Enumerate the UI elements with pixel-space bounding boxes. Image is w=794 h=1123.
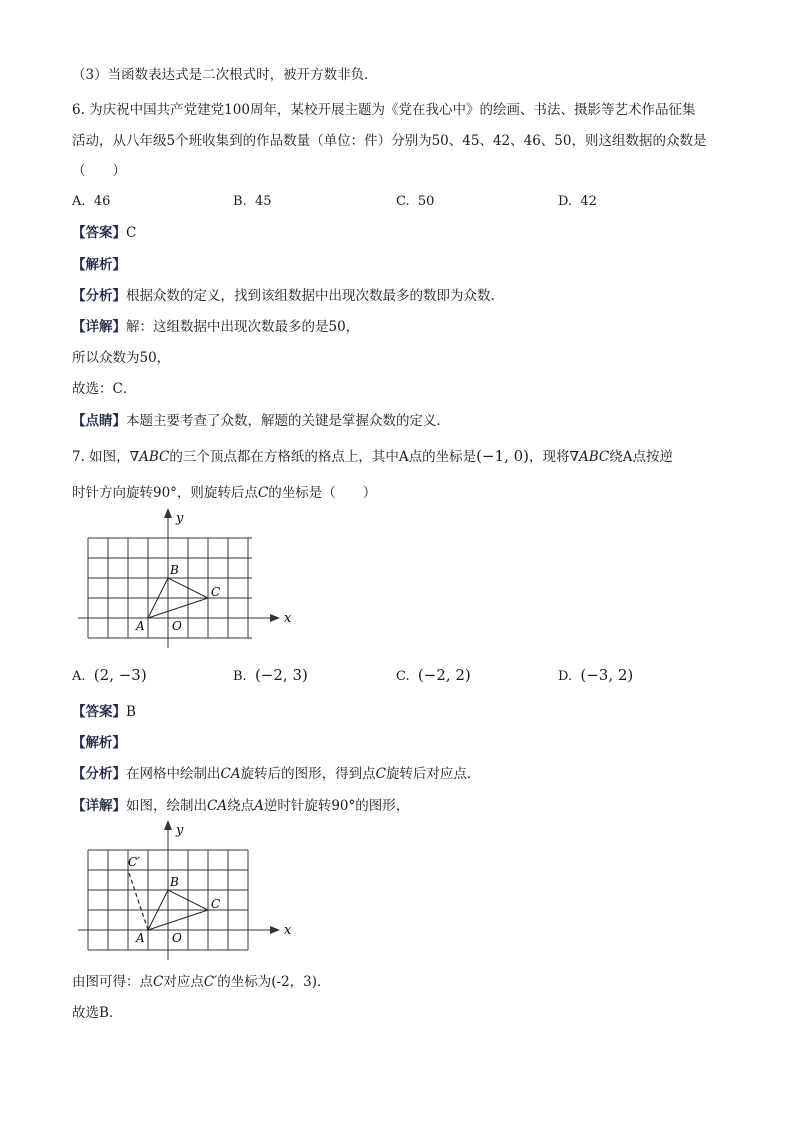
q6-fenxi (72, 287, 504, 305)
answer-value: C (126, 225, 137, 241)
q7-answer (72, 703, 136, 721)
fenxi-text: 旋转后的图形，得到点 (240, 766, 376, 782)
q6-answer (72, 224, 136, 242)
origin-label: O (172, 931, 182, 945)
xiangjie-text: 绕点 (227, 798, 255, 814)
q6-option-d (558, 193, 597, 211)
fenxi-text: 旋转后对应点． (385, 766, 481, 782)
q7-solution-figure (72, 818, 312, 960)
q6-stem-line-1: 6. 为庆祝中国共产党建党100周年，某校开展主题为《党在我心中》的绘画、书法、摄影等艺术作品征集 (72, 102, 696, 118)
q7-option-b (233, 666, 308, 686)
x-axis-arrow (270, 926, 280, 934)
rotated-segment (128, 870, 148, 930)
q6-xiangjie (72, 318, 359, 336)
q6-option-b (233, 193, 272, 211)
fenxi-tag: 【分析】 (72, 288, 126, 304)
triangle-symbol: ∇ABC (129, 449, 170, 465)
fenxi-tag: 【分析】 (72, 766, 126, 782)
option-letter: C. (396, 194, 410, 209)
q6-option-c (396, 193, 434, 211)
point-c: C (153, 974, 164, 990)
q7-option-d (558, 666, 633, 686)
xiangjie-tag: 【详解】 (72, 319, 126, 335)
option-letter: B. (233, 194, 247, 209)
stem-text: 绕A点按逆 (609, 449, 673, 465)
answer-value: B (126, 704, 136, 720)
analysis-tag: 【解析】 (72, 735, 126, 751)
xiangjie-text: 解：这组数据中出现次数最多的是50， (126, 319, 360, 335)
answer-tag: 【答案】 (72, 225, 126, 241)
x-axis-arrow (270, 614, 280, 622)
fenxi-text: 在网格中绘制出 (126, 766, 221, 782)
answer-tag: 【答案】 (72, 704, 126, 720)
q6-option-a (72, 193, 110, 211)
option-letter: D. (558, 194, 573, 209)
option-letter: A. (72, 669, 86, 684)
x-axis-label: x (284, 611, 292, 626)
point-c-prime-label: C′ (128, 855, 140, 869)
q6-dianjing (72, 412, 450, 430)
q6-stem-line-3: （ ） (72, 163, 126, 179)
point-c-label: C (211, 897, 221, 911)
point-c: C (257, 485, 269, 501)
option-letter: D. (558, 669, 573, 684)
point-c-label: C (211, 585, 221, 599)
q7-choose: 故选B． (72, 1005, 123, 1021)
q7-stem-line-2 (72, 484, 376, 502)
q7-stem-line-1 (72, 447, 673, 466)
y-axis-label: y (176, 823, 184, 838)
option-value: (2, −3) (93, 666, 147, 684)
option-letter: C. (396, 669, 410, 684)
condition-3: （3）当函数表达式是二次根式时，被开方数非负． (72, 67, 378, 83)
dianjing-text: 本题主要考查了众数，解题的关键是掌握众数的定义． (126, 413, 450, 429)
q7-result (72, 973, 331, 991)
q6-analysis-heading (72, 256, 126, 274)
point-c: C (375, 766, 386, 782)
q7-fenxi (72, 765, 480, 783)
option-value: 50 (417, 194, 435, 209)
point-b-label: B (170, 875, 179, 889)
q7-grid-figure (72, 506, 312, 648)
analysis-tag: 【解析】 (72, 257, 126, 273)
xiangjie-text: 逆时针旋转90°的图形， (263, 798, 410, 814)
result-text: 对应点 (163, 974, 204, 990)
y-axis-arrow (164, 508, 172, 518)
y-axis-label: y (176, 511, 184, 526)
point-a: A (254, 798, 264, 814)
option-letter: B. (233, 669, 247, 684)
point-c-prime: C′ (203, 974, 218, 990)
stem-text: 的三个顶点都在方格纸的格点上，其中A点的坐标是 (169, 449, 477, 465)
stem-text: 时针方向旋转90°，则旋转后点 (72, 485, 258, 501)
q6-stem-line-2: 活动，从八年级5个班收集到的作品数量（单位：件）分别为50、45、42、46、50，则这组数据的众数是 (72, 133, 707, 149)
y-axis-arrow (164, 820, 172, 830)
option-value: (−2, 2) (417, 666, 471, 684)
xiangjie-text: 如图，绘制出 (126, 798, 207, 814)
option-value: (−2, 3) (254, 666, 308, 684)
stem-text: 7. 如图， (72, 449, 130, 465)
coordinate-a: (−1, 0) (476, 447, 530, 465)
point-a-label: A (136, 931, 145, 945)
result-text: 的坐标为(-2，3)． (217, 974, 331, 990)
triangle-symbol: ∇ABC (569, 449, 610, 465)
option-value: 42 (580, 194, 597, 209)
q7-option-c (396, 666, 471, 686)
option-value: 45 (254, 194, 272, 209)
segment-ca: CA (207, 798, 228, 814)
q7-option-a (72, 666, 147, 686)
q6-so: 所以众数为50， (72, 350, 171, 366)
point-a-label: A (136, 619, 145, 633)
option-value: 46 (93, 194, 111, 209)
point-b-label: B (170, 563, 179, 577)
origin-label: O (172, 619, 182, 633)
dianjing-tag: 【点睛】 (72, 413, 126, 429)
option-value: (−3, 2) (580, 666, 634, 684)
segment-ca: CA (220, 766, 241, 782)
xiangjie-tag: 【详解】 (72, 798, 126, 814)
q7-xiangjie (72, 797, 409, 815)
stem-text: 的坐标是（ ） (268, 485, 377, 501)
q6-choose: 故选：C． (72, 381, 137, 397)
option-letter: A. (72, 194, 86, 209)
x-axis-label: x (284, 923, 292, 938)
result-text: 由图可得：点 (72, 974, 153, 990)
stem-text: ，现将 (529, 449, 570, 465)
q7-analysis-heading (72, 734, 126, 752)
fenxi-text: 根据众数的定义，找到该组数据中出现次数最多的数即为众数． (126, 288, 504, 304)
